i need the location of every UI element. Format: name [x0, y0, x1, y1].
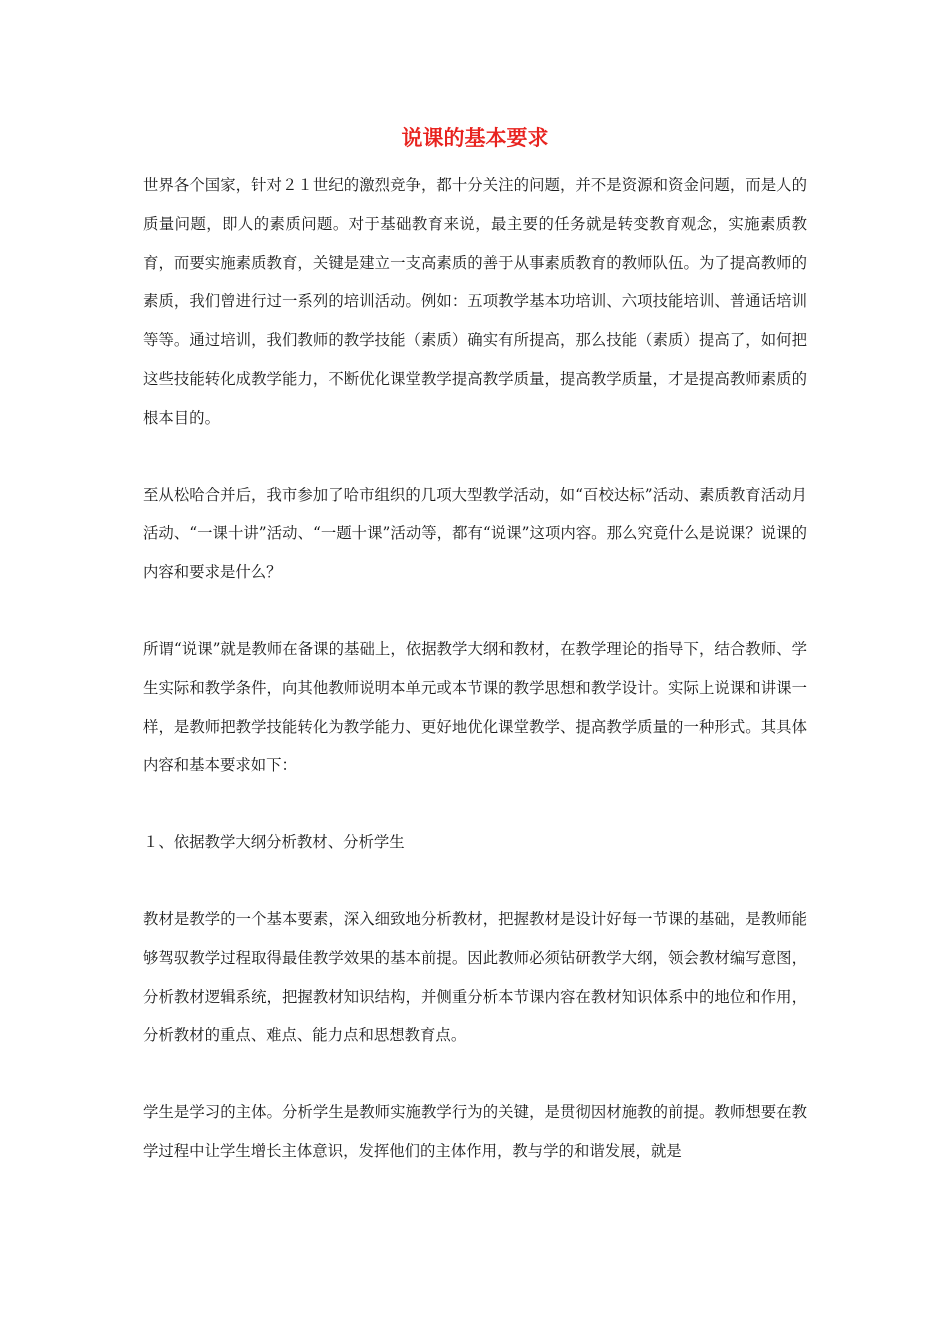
section-heading-1: １、依据教学大纲分析教材、分析学生: [143, 833, 405, 852]
paragraph-activities: 至从松哈合并后，我市参加了哈市组织的几项大型教学活动，如“百校达标”活动、素质教育活动月活动、“一课十讲”活动、“一题十课”活动等，都有“说课”这项内容。那么究竟什么是说课？说课的内容和要求是什么？: [143, 485, 807, 582]
paragraph-gap: [143, 785, 807, 823]
paragraph-intro: 世界各个国家，针对２１世纪的激烈竞争，都十分关注的问题，并不是资源和资金问题，而是人的质量问题，即人的素质问题。对于基础教育来说，最主要的任务就是转变教育观念，实施素质教育，而要实施素质教育，关键是建立一支高素质的善于从事素质教育的教师队伍。为了提高教师的素质，我们曾进行过一系列的培训活动。例如：五项教学基本功培训、六项技能培训、普通话培训等等。通过培训，我们教师的教学技能（素质）确实有所提高，那么技能（素质）提高了，如何把这些技能转化成教学能力，不断优化课堂教学提高教学质量，提高教学质量，才是提高教师素质的根本目的。: [143, 176, 807, 427]
paragraph-definition: 所谓“说课”就是教师在备课的基础上，依据教学大纲和教材，在教学理论的指导下，结合教师、学生实际和教学条件，向其他教师说明本单元或本节课的教学思想和教学设计。实际上说课和讲课一样，是教师把教学技能转化为教学能力、更好地优化课堂教学、提高教学质量的一种形式。其具体内容和基本要求如下：: [143, 639, 807, 775]
paragraph-gap: [143, 438, 807, 476]
paragraph-gap: [143, 1055, 807, 1093]
paragraph-teaching-materials: 教材是教学的一个基本要素，深入细致地分析教材，把握教材是设计好每一节课的基础，是教师能够驾驭教学过程取得最佳教学效果的基本前提。因此教师必须钻研教学大纲，领会教材编写意图，分析教材逻辑系统，把握教材知识结构，并侧重分析本节课内容在教材知识体系中的地位和作用，分析教材的重点、难点、能力点和思想教育点。: [143, 909, 807, 1045]
paragraph-students: 学生是学习的主体。分析学生是教师实施教学行为的关键，是贯彻因材施教的前提。教师想要在教学过程中让学生增长主体意识，发挥他们的主体作用，教与学的和谐发展，就是: [143, 1103, 807, 1160]
document-title: 说课的基本要求: [401, 126, 549, 150]
paragraph-gap: [143, 862, 807, 900]
paragraph-gap: [143, 592, 807, 630]
